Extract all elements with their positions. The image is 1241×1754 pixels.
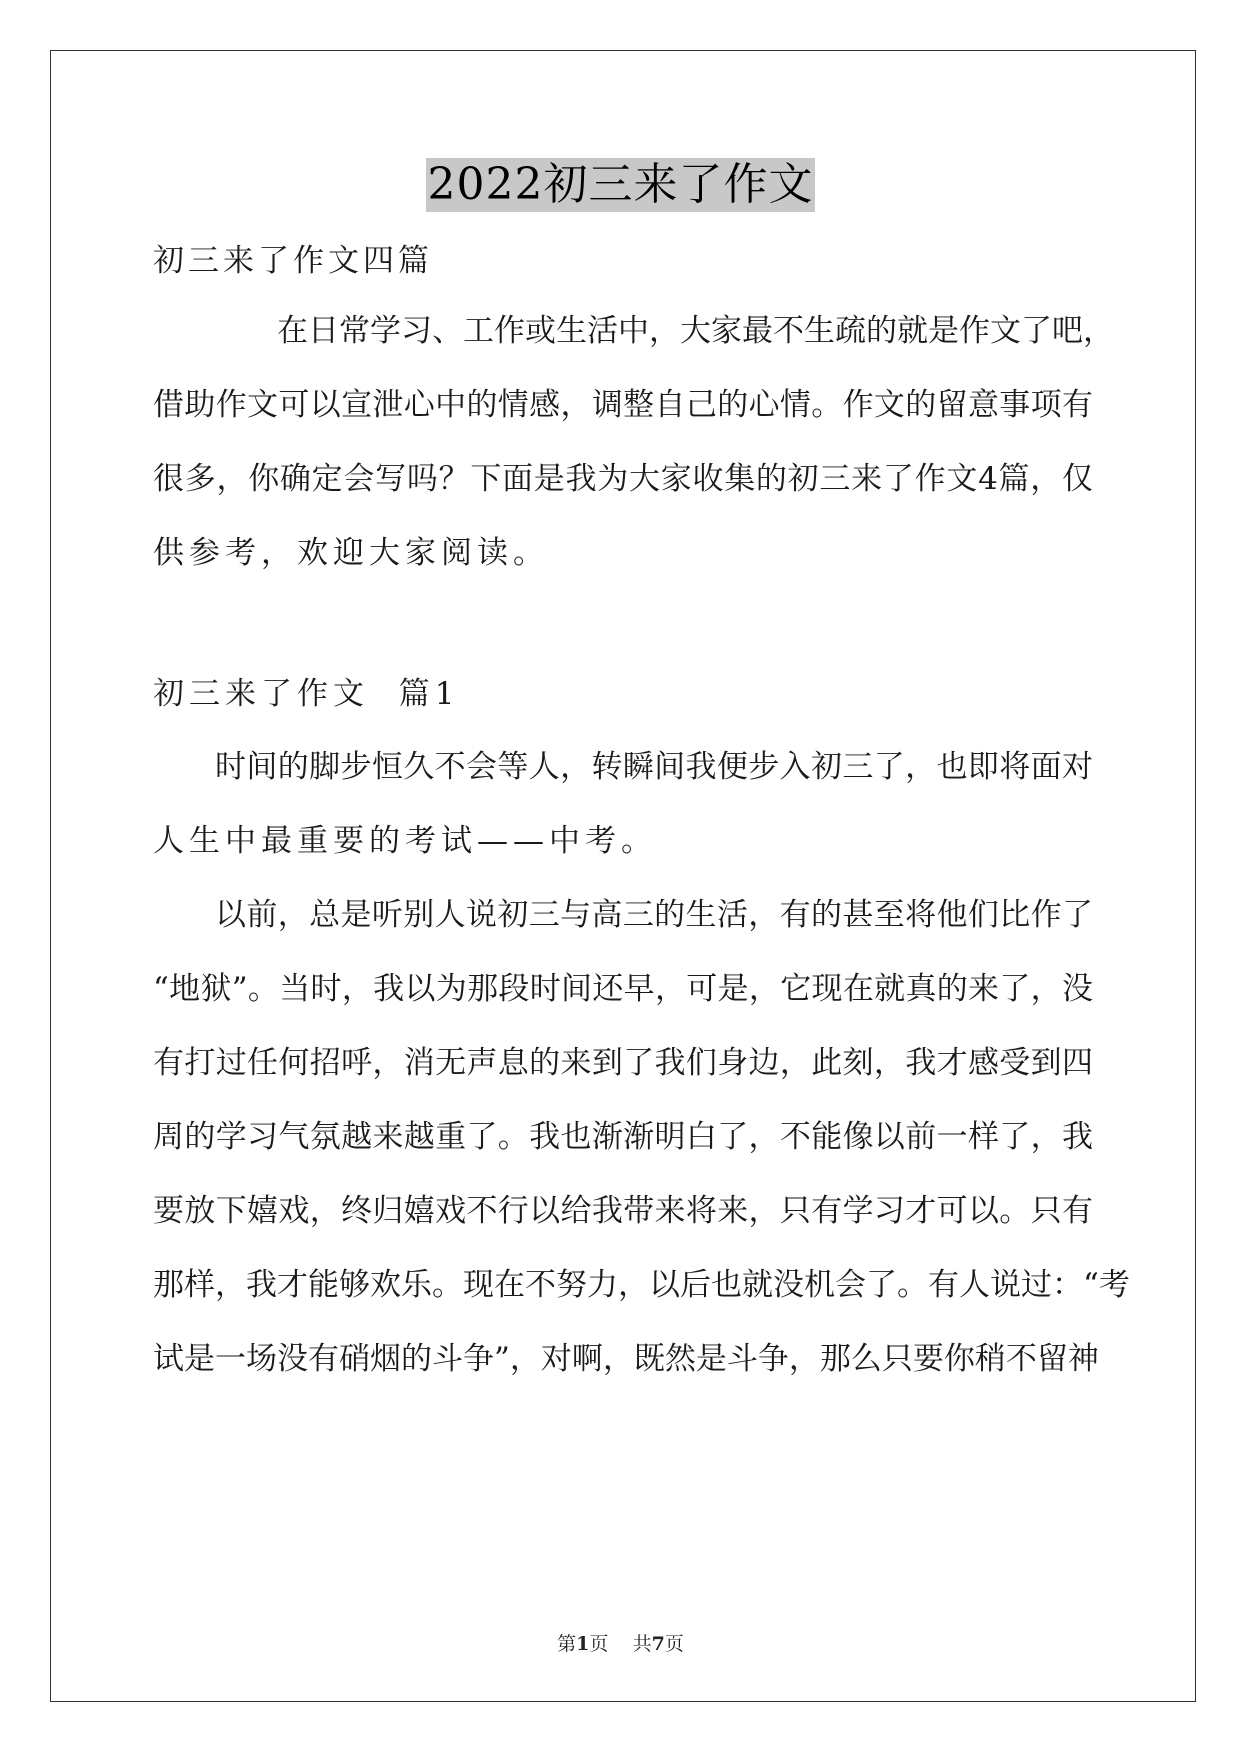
total-suffix: 页 — [664, 1633, 684, 1655]
paragraph-line: “地狱”。当时，我以为那段时间还早，可是，它现在就真的来了，没 — [153, 971, 1093, 1007]
page-prefix: 第 — [557, 1633, 577, 1655]
section-heading: 初三来了作文 篇1 — [153, 676, 460, 712]
total-prefix: 共 — [632, 1633, 652, 1655]
paragraph-line: 那样，我才能够欢乐。现在不努力，以后也就没机会了。有人说过：“考 — [153, 1267, 1130, 1303]
paragraph-line: 要放下嬉戏，终归嬉戏不行以给我带来将来，只有学习才可以。只有 — [153, 1193, 1093, 1229]
intro-line: 借助作文可以宣泄心中的情感，调整自己的心情。作文的留意事项有 — [153, 387, 1093, 423]
intro-line: 很多，你确定会写吗？下面是我为大家收集的初三来了作文4篇，仅 — [153, 461, 1093, 497]
page-suffix: 页 — [589, 1633, 609, 1655]
intro-line: 在日常学习、工作或生活中，大家最不生疏的就是作文了吧， — [277, 313, 1114, 349]
paragraph-line: 时间的脚步恒久不会等人，转瞬间我便步入初三了，也即将面对 — [215, 749, 1093, 785]
paragraph-line: 有打过任何招呼，消无声息的来到了我们身边，此刻，我才感受到四 — [153, 1045, 1093, 1081]
total-pages: 7 — [651, 1633, 665, 1655]
document-title: 2022初三来了作文 — [427, 159, 814, 210]
page-border — [50, 50, 1196, 1702]
paragraph-line: 人生中最重要的考试——中考。 — [153, 823, 657, 859]
paragraph-line: 周的学习气氛越来越重了。我也渐渐明白了，不能像以前一样了，我 — [153, 1119, 1093, 1155]
page-footer — [0, 1629, 1241, 1656]
title-container — [0, 158, 1241, 212]
paragraph-line: 试是一场没有硝烟的斗争”，对啊，既然是斗争，那么只要你稍不留神 — [153, 1341, 1099, 1377]
document-subtitle: 初三来了作文四篇 — [153, 243, 433, 279]
intro-line: 供参考，欢迎大家阅读。 — [153, 535, 549, 571]
paragraph-line: 以前，总是听别人说初三与高三的生活，有的甚至将他们比作了 — [215, 897, 1093, 933]
page-number: 1 — [576, 1633, 590, 1655]
